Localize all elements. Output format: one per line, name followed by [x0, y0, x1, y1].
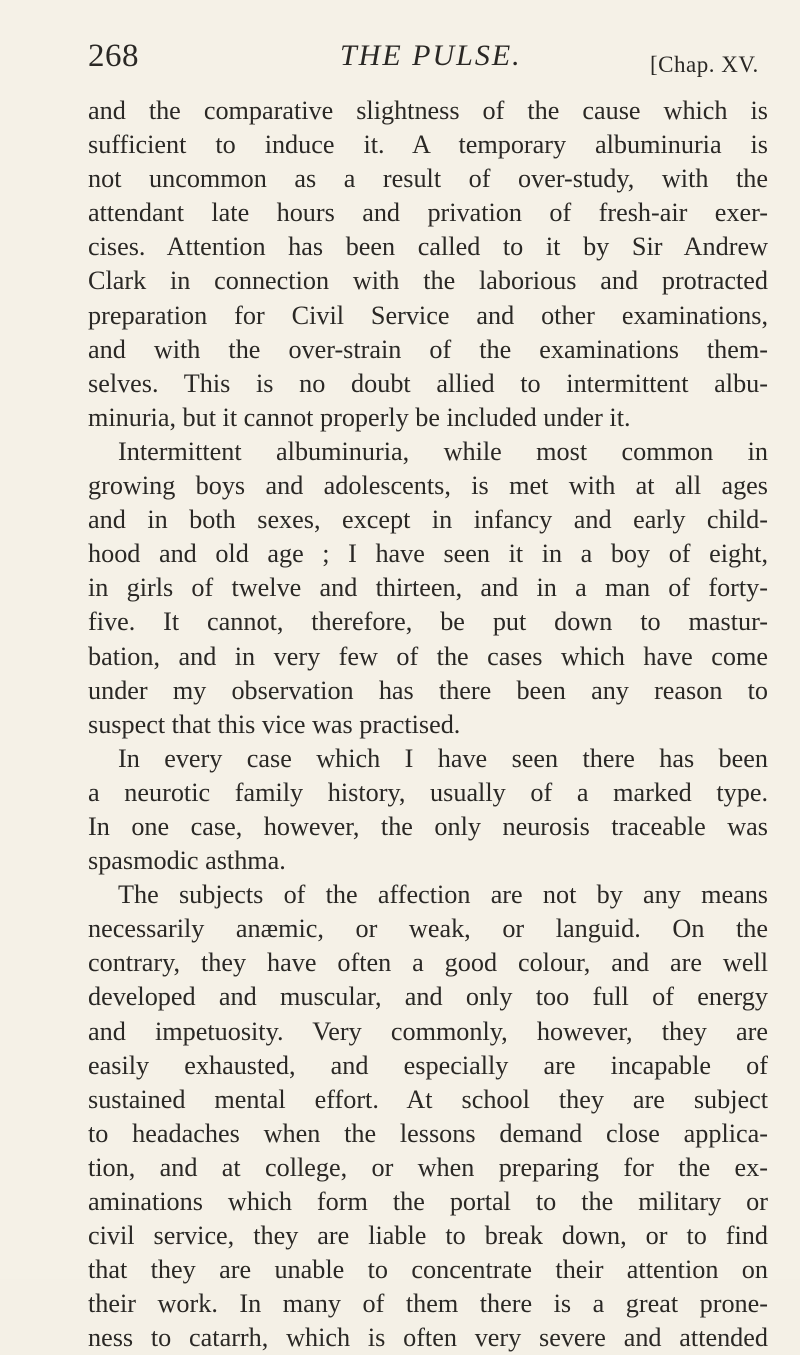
text-line: that they are unable to concentrate their attention on	[88, 1255, 768, 1285]
text-line: contrary, they have often a good colour, and are well	[88, 948, 768, 978]
text-line: a neurotic family history, usually of a marked type.	[88, 777, 768, 807]
text-line: attendant late hours and privation of fresh-air exer-	[88, 198, 768, 228]
text-line: ness to catarrh, which is often very severe and attended	[88, 1323, 768, 1353]
chapter-marker: [Chap. XV.	[650, 52, 759, 77]
text-line: hood and old age ; I have seen it in a boy of eight,	[88, 539, 768, 569]
text-line: preparation for Civil Service and other examinations,	[88, 300, 768, 330]
paragraph-first-line: In every case which I have seen there has been	[118, 743, 768, 773]
text-line: and the comparative slightness of the cause which is	[88, 96, 768, 125]
text-line: growing boys and adolescents, is met with at all ages	[88, 471, 768, 501]
text-line: sustained mental effort. At school they are subject	[88, 1084, 768, 1114]
text-line: their work. In many of them there is a great prone-	[88, 1289, 768, 1319]
text-line: and with the over-strain of the examinations them-	[88, 334, 768, 364]
text-line: suspect that this vice was practised.	[88, 709, 461, 739]
text-line: Clark in connection with the laborious and protracted	[88, 266, 768, 296]
text-line: civil service, they are liable to break down, or to find	[88, 1221, 768, 1251]
text-line: and in both sexes, except in infancy and early child-	[88, 505, 768, 535]
text-line: spasmodic asthma.	[88, 846, 286, 876]
text-line: easily exhausted, and especially are incapable of	[88, 1050, 768, 1080]
running-head: THE PULSE.	[340, 39, 522, 72]
text-line: under my observation has there been any reason to	[88, 675, 768, 705]
text-line: In one case, however, the only neurosis traceable was	[88, 811, 768, 841]
text-line: to headaches when the lessons demand close applica-	[88, 1118, 768, 1148]
text-line: minuria, but it cannot properly be included under it.	[88, 402, 631, 432]
text-line: selves. This is no doubt allied to intermittent albu-	[88, 368, 768, 398]
text-line: in girls of twelve and thirteen, and in a man of forty-	[88, 573, 768, 603]
paragraph-first-line: Intermittent albuminuria, while most common in	[118, 436, 768, 466]
text-line: sufficient to induce it. A temporary albuminuria is	[88, 130, 768, 160]
text-line: bation, and in very few of the cases which have come	[88, 641, 768, 671]
text-line: not uncommon as a result of over-study, with the	[88, 164, 768, 194]
page-header	[0, 24, 800, 84]
text-line: five. It cannot, therefore, be put down to mastur-	[88, 607, 768, 637]
text-line: cises. Attention has been called to it by Sir Andrew	[88, 232, 768, 262]
body-text	[88, 94, 768, 1355]
text-line: and impetuosity. Very commonly, however, they are	[88, 1016, 768, 1046]
page-number: 268	[88, 38, 139, 74]
text-line: necessarily anæmic, or weak, or languid. On the	[88, 914, 768, 944]
paragraph-first-line: The subjects of the affection are not by any means	[118, 880, 768, 910]
text-line: tion, and at college, or when preparing for the ex-	[88, 1152, 768, 1182]
text-line: aminations which form the portal to the military or	[88, 1187, 768, 1216]
text-line: developed and muscular, and only too full of energy	[88, 982, 768, 1012]
